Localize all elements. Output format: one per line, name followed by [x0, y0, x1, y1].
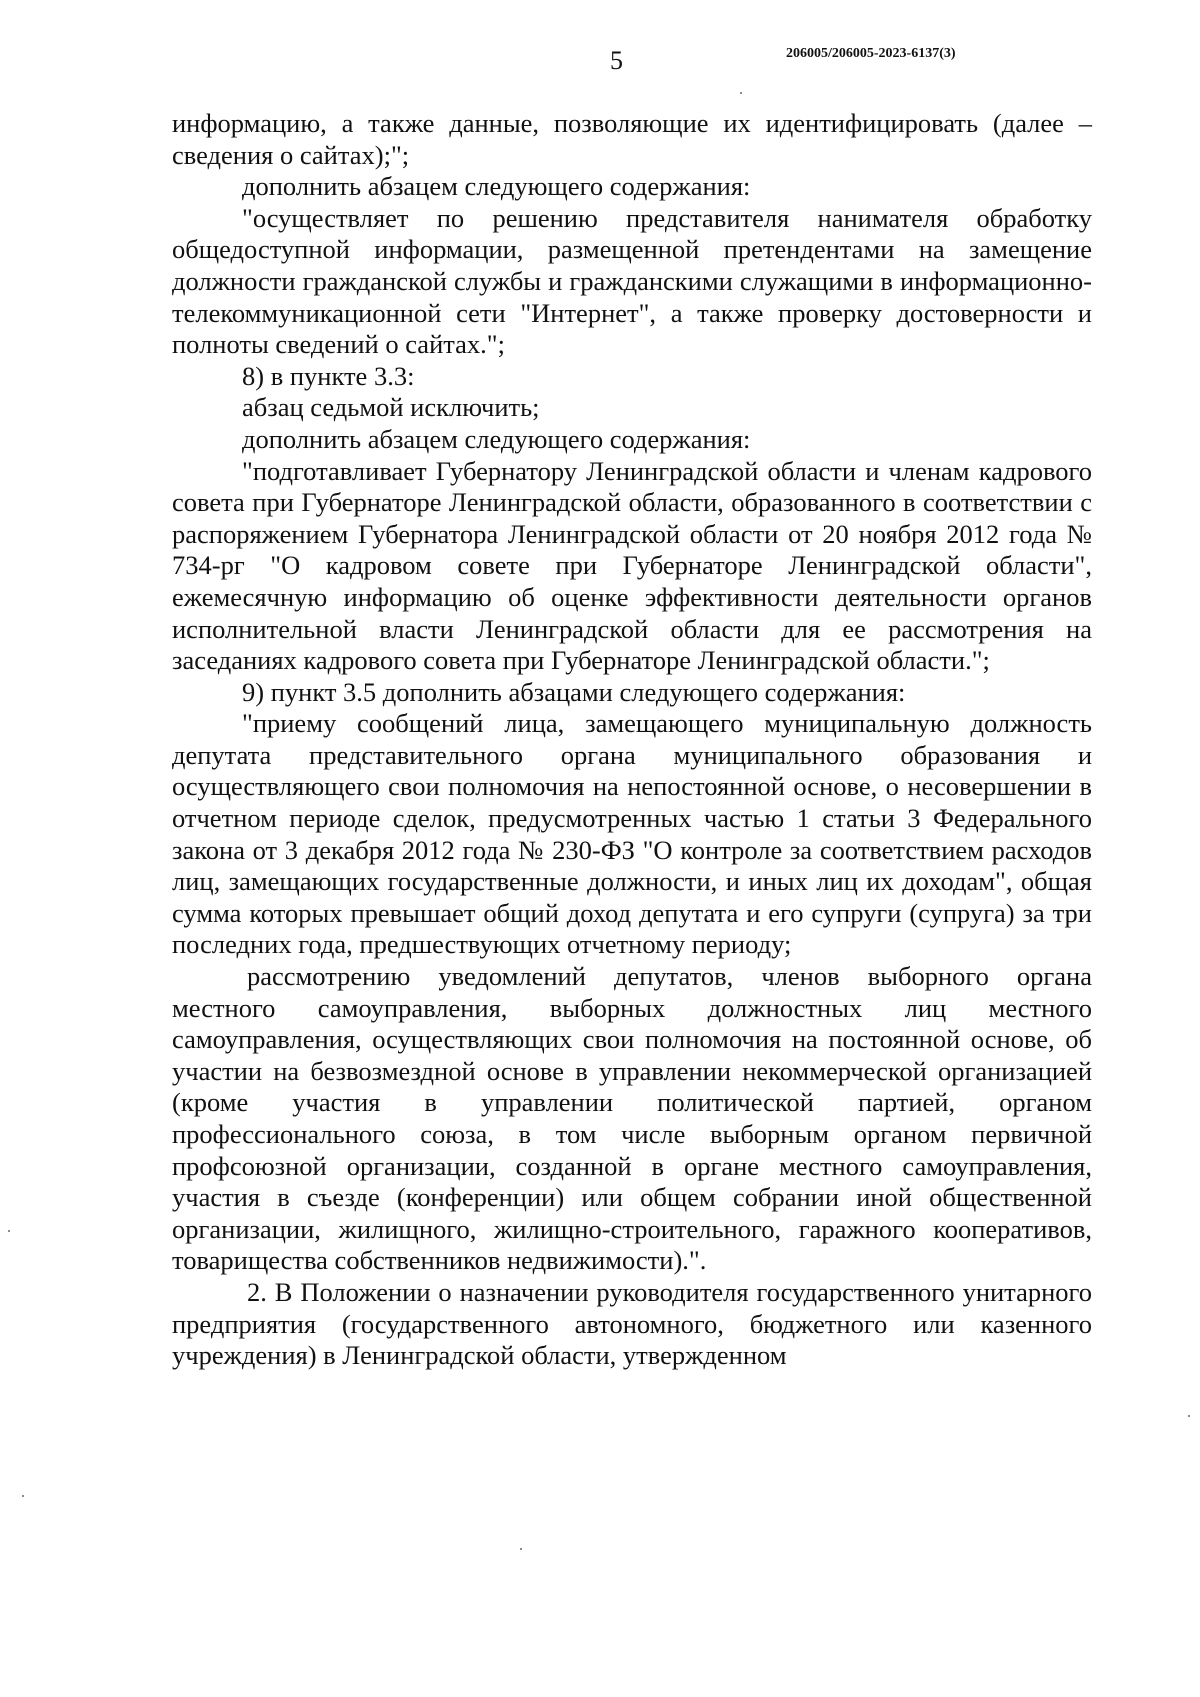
- paragraph-instruction: дополнить абзацем следующего содержания:: [242, 171, 751, 202]
- document-registration-number: 206005/206005-2023-6137(3): [786, 46, 956, 61]
- scan-speck: [8, 1230, 10, 1232]
- paragraph-quoted-insert: "подготавливает Губернатору Ленинградской области и членам кадрового совета при Губернаторе Ленинградской области, образованного в соответствии с распоряжением Губернатора Ленинградской области от 20 ноября 2012 года № 734-рг "О кадровом совете при Губернаторе Ленинградской области", ежемесячную информацию об оценке эффективности деятельности органов исполнительной власти Ленинградской области для ее рассмотрения на заседаниях кадрового совета при Губернаторе Ленинградской области.";: [172, 455, 1092, 676]
- paragraph-quoted-insert: "осуществляет по решению представителя нанимателя обработку общедоступной информации, размещенной претендентами на замещение должности гражданской службы и гражданскими служащими в информационно-телекоммуникационной сети "Интернет", а также проверку достоверности и полноты сведений о сайтах.";: [172, 202, 1092, 360]
- paragraph-continuation: информацию, а также данные, позволяющие их идентифицировать (далее – сведения о сайтах);";: [172, 108, 1092, 170]
- paragraph-instruction: абзац седьмой исключить;: [242, 392, 540, 423]
- scan-speck: [740, 92, 742, 94]
- paragraph-quoted-insert: рассмотрению уведомлений депутатов, членов выборного органа местного самоуправления, выборных должностных лиц местного самоуправления, осуществляющих свои полномочия на постоянной основе, об участии на безвозмездной основе в управлении некоммерческой организацией (кроме участия в управлении политической партией, органом профессионального союза, в том числе выборным органом первичной профсоюзной организации, созданной в органе местного самоуправления, участия в съезде (конференции) или общем собрании иной общественной организации, жилищного, жилищно-строительного, гаражного кооперативов, товарищества собственников недвижимости).".: [172, 961, 1092, 1276]
- scan-speck: [1188, 1415, 1190, 1417]
- paragraph-item-9: 9) пункт 3.5 дополнить абзацами следующего содержания:: [242, 676, 906, 707]
- paragraph-quoted-insert: "приему сообщений лица, замещающего муниципальную должность депутата представительного органа муниципального образования и осуществляющего свои полномочия на непостоянной основе, о несовершении в отчетном периоде сделок, предусмотренных частью 1 статьи 3 Федерального закона от 3 декабря 2012 года № 230-ФЗ "О контроле за соответствием расходов лиц, замещающих государственные должности, и иных лиц их доходам", общая сумма которых превышает общий доход депутата и его супруги (супруга) за три последних года, предшествующих отчетному периоду;: [172, 708, 1092, 960]
- paragraph-instruction: дополнить абзацем следующего содержания:: [242, 423, 751, 454]
- paragraph-section-2: 2. В Положении о назначении руководителя государственного унитарного предприятия (государственного автономного, бюджетного или казенного учреждения) в Ленинградской области, утвержденном: [172, 1276, 1092, 1371]
- page-number: 5: [610, 46, 623, 75]
- scan-speck: [520, 1548, 522, 1550]
- scan-speck: [22, 1495, 24, 1497]
- paragraph-item-8: 8) в пункте 3.3:: [242, 360, 415, 391]
- document-body: [172, 108, 1092, 1372]
